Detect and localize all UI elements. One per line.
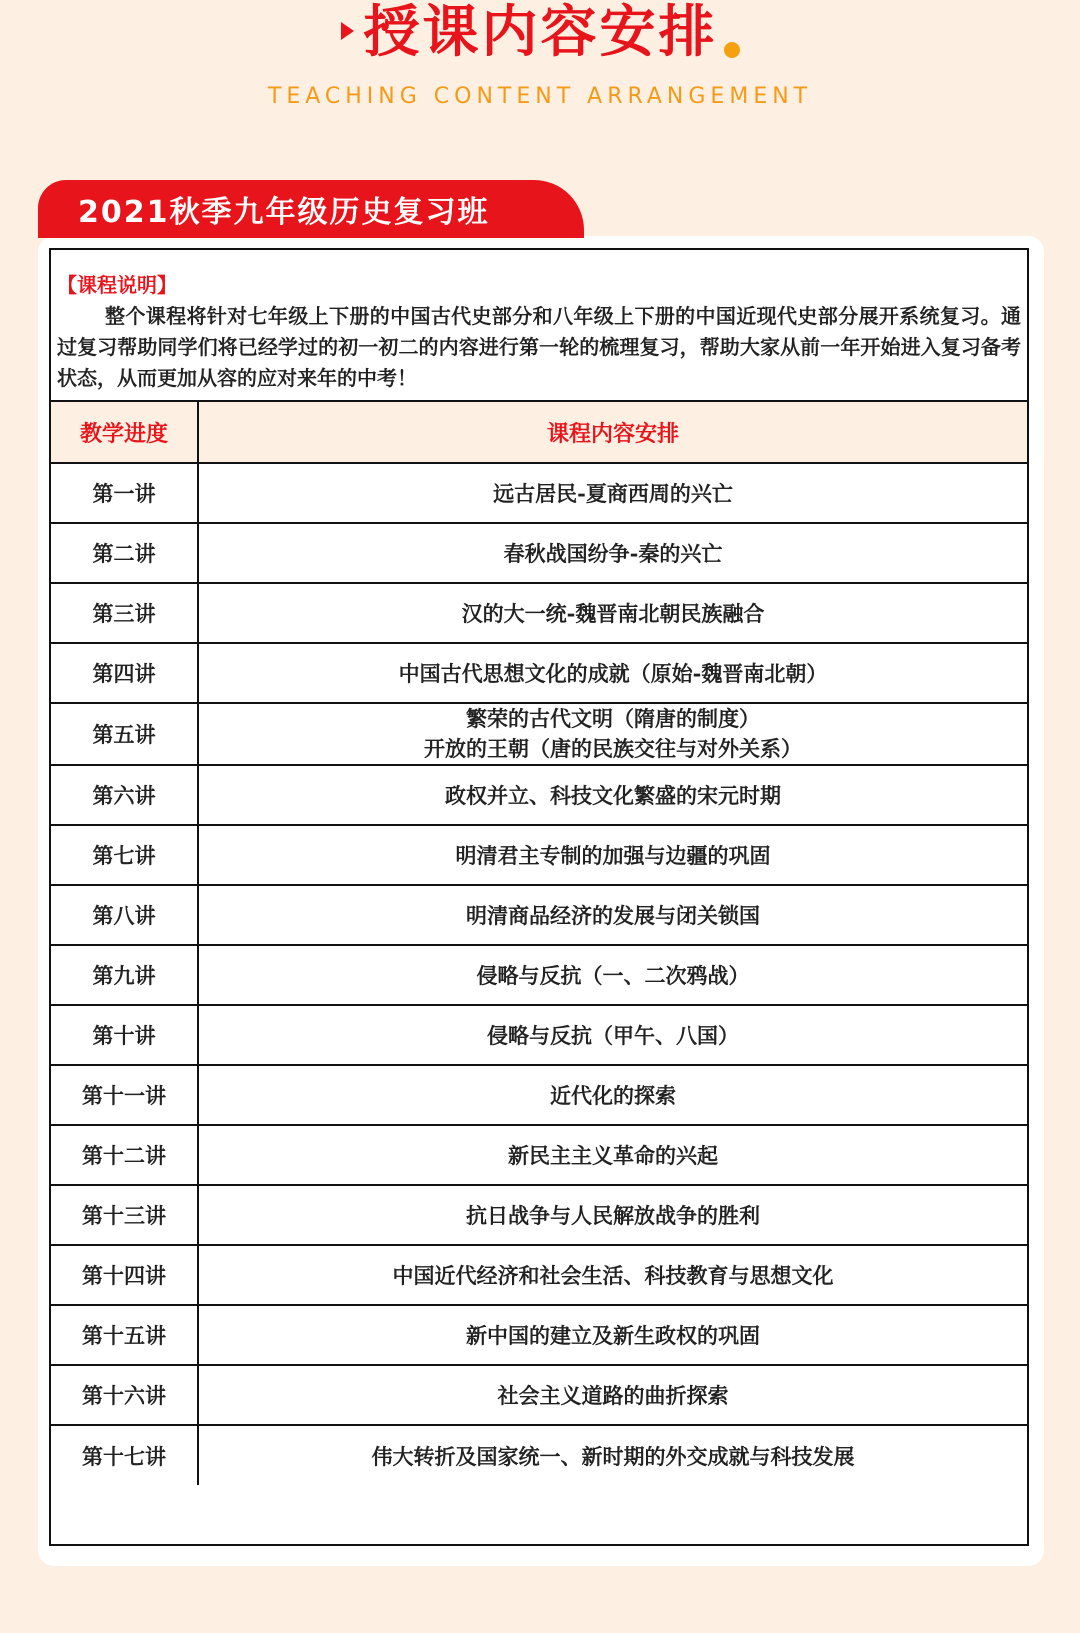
table-row <box>51 1365 1027 1425</box>
page-subtitle: TEACHING CONTENT ARRANGEMENT <box>267 84 813 109</box>
table-row <box>51 1425 1027 1485</box>
table-row <box>51 885 1027 945</box>
lecture-number: 第十二讲 <box>51 1125 198 1185</box>
lecture-number: 第九讲 <box>51 945 198 1005</box>
lecture-number: 第十一讲 <box>51 1065 198 1125</box>
lecture-content: 侵略与反抗（一、二次鸦战） <box>198 945 1027 1005</box>
table-row <box>51 463 1027 523</box>
lecture-number: 第二讲 <box>51 523 198 583</box>
lecture-number: 第十七讲 <box>51 1425 198 1485</box>
lecture-number: 第十六讲 <box>51 1365 198 1425</box>
dot-icon <box>724 42 740 58</box>
table-row <box>51 765 1027 825</box>
table-row <box>51 1005 1027 1065</box>
schedule-frame <box>49 248 1029 1546</box>
lecture-number: 第十讲 <box>51 1005 198 1065</box>
lecture-content: 中国古代思想文化的成就（原始-魏晋南北朝） <box>198 643 1027 703</box>
schedule-table <box>51 400 1027 1485</box>
lecture-content: 春秋战国纷争-秦的兴亡 <box>198 523 1027 583</box>
title-row <box>0 0 1080 66</box>
lecture-content-line: 繁荣的古代文明（隋唐的制度） <box>466 706 760 731</box>
lecture-number: 第十三讲 <box>51 1185 198 1245</box>
course-name: 2021秋季九年级历史复习班 <box>78 195 490 230</box>
lecture-number: 第五讲 <box>51 703 198 765</box>
table-header-row <box>51 401 1027 463</box>
table-row <box>51 1185 1027 1245</box>
lecture-content: 汉的大一统-魏晋南北朝民族融合 <box>198 583 1027 643</box>
page-title: 授课内容安排 <box>363 0 718 65</box>
lecture-content: 明清商品经济的发展与闭关锁国 <box>198 885 1027 945</box>
lecture-number: 第十五讲 <box>51 1305 198 1365</box>
lecture-number: 第七讲 <box>51 825 198 885</box>
lecture-content: 政权并立、科技文化繁盛的宋元时期 <box>198 765 1027 825</box>
course-description <box>51 250 1027 400</box>
lecture-number: 第十四讲 <box>51 1245 198 1305</box>
lecture-number: 第八讲 <box>51 885 198 945</box>
description-label: 【课程说明】 <box>57 273 177 297</box>
lecture-content-line: 开放的王朝（唐的民族交往与对外关系） <box>424 736 802 761</box>
lecture-number: 第三讲 <box>51 583 198 643</box>
table-row <box>51 1125 1027 1185</box>
lecture-content: 社会主义道路的曲折探索 <box>198 1365 1027 1425</box>
header-content: 课程内容安排 <box>198 401 1027 463</box>
table-row <box>51 523 1027 583</box>
course-tab <box>38 180 584 238</box>
header-progress: 教学进度 <box>51 401 198 463</box>
lecture-content: 近代化的探索 <box>198 1065 1027 1125</box>
table-row <box>51 583 1027 643</box>
table-row <box>51 1245 1027 1305</box>
table-row <box>51 643 1027 703</box>
lecture-content: 抗日战争与人民解放战争的胜利 <box>198 1185 1027 1245</box>
page-header <box>0 0 1080 120</box>
lecture-content: 新中国的建立及新生政权的巩固 <box>198 1305 1027 1365</box>
lecture-content: 明清君主专制的加强与边疆的巩固 <box>198 825 1027 885</box>
table-row <box>51 945 1027 1005</box>
lecture-content: 远古居民-夏商西周的兴亡 <box>198 463 1027 523</box>
table-row <box>51 1305 1027 1365</box>
table-row <box>51 703 1027 765</box>
lecture-content: 侵略与反抗（甲午、八国） <box>198 1005 1027 1065</box>
table-row <box>51 825 1027 885</box>
lecture-content: 新民主主义革命的兴起 <box>198 1125 1027 1185</box>
lecture-number: 第四讲 <box>51 643 198 703</box>
description-text: 整个课程将针对七年级上下册的中国古代史部分和八年级上下册的中国近现代史部分展开系统复习。通过复习帮助同学们将已经学过的初一初二的内容进行第一轮的梳理复习，帮助大家从前一年开始进入复习备考状态，从而更加从容的应对来年的中考！ <box>57 304 1021 390</box>
triangle-marker-icon <box>341 22 354 40</box>
lecture-content: 伟大转折及国家统一、新时期的外交成就与科技发展 <box>198 1425 1027 1485</box>
lecture-number: 第六讲 <box>51 765 198 825</box>
lecture-content <box>198 703 1027 765</box>
lecture-number: 第一讲 <box>51 463 198 523</box>
table-row <box>51 1065 1027 1125</box>
lecture-content: 中国近代经济和社会生活、科技教育与思想文化 <box>198 1245 1027 1305</box>
